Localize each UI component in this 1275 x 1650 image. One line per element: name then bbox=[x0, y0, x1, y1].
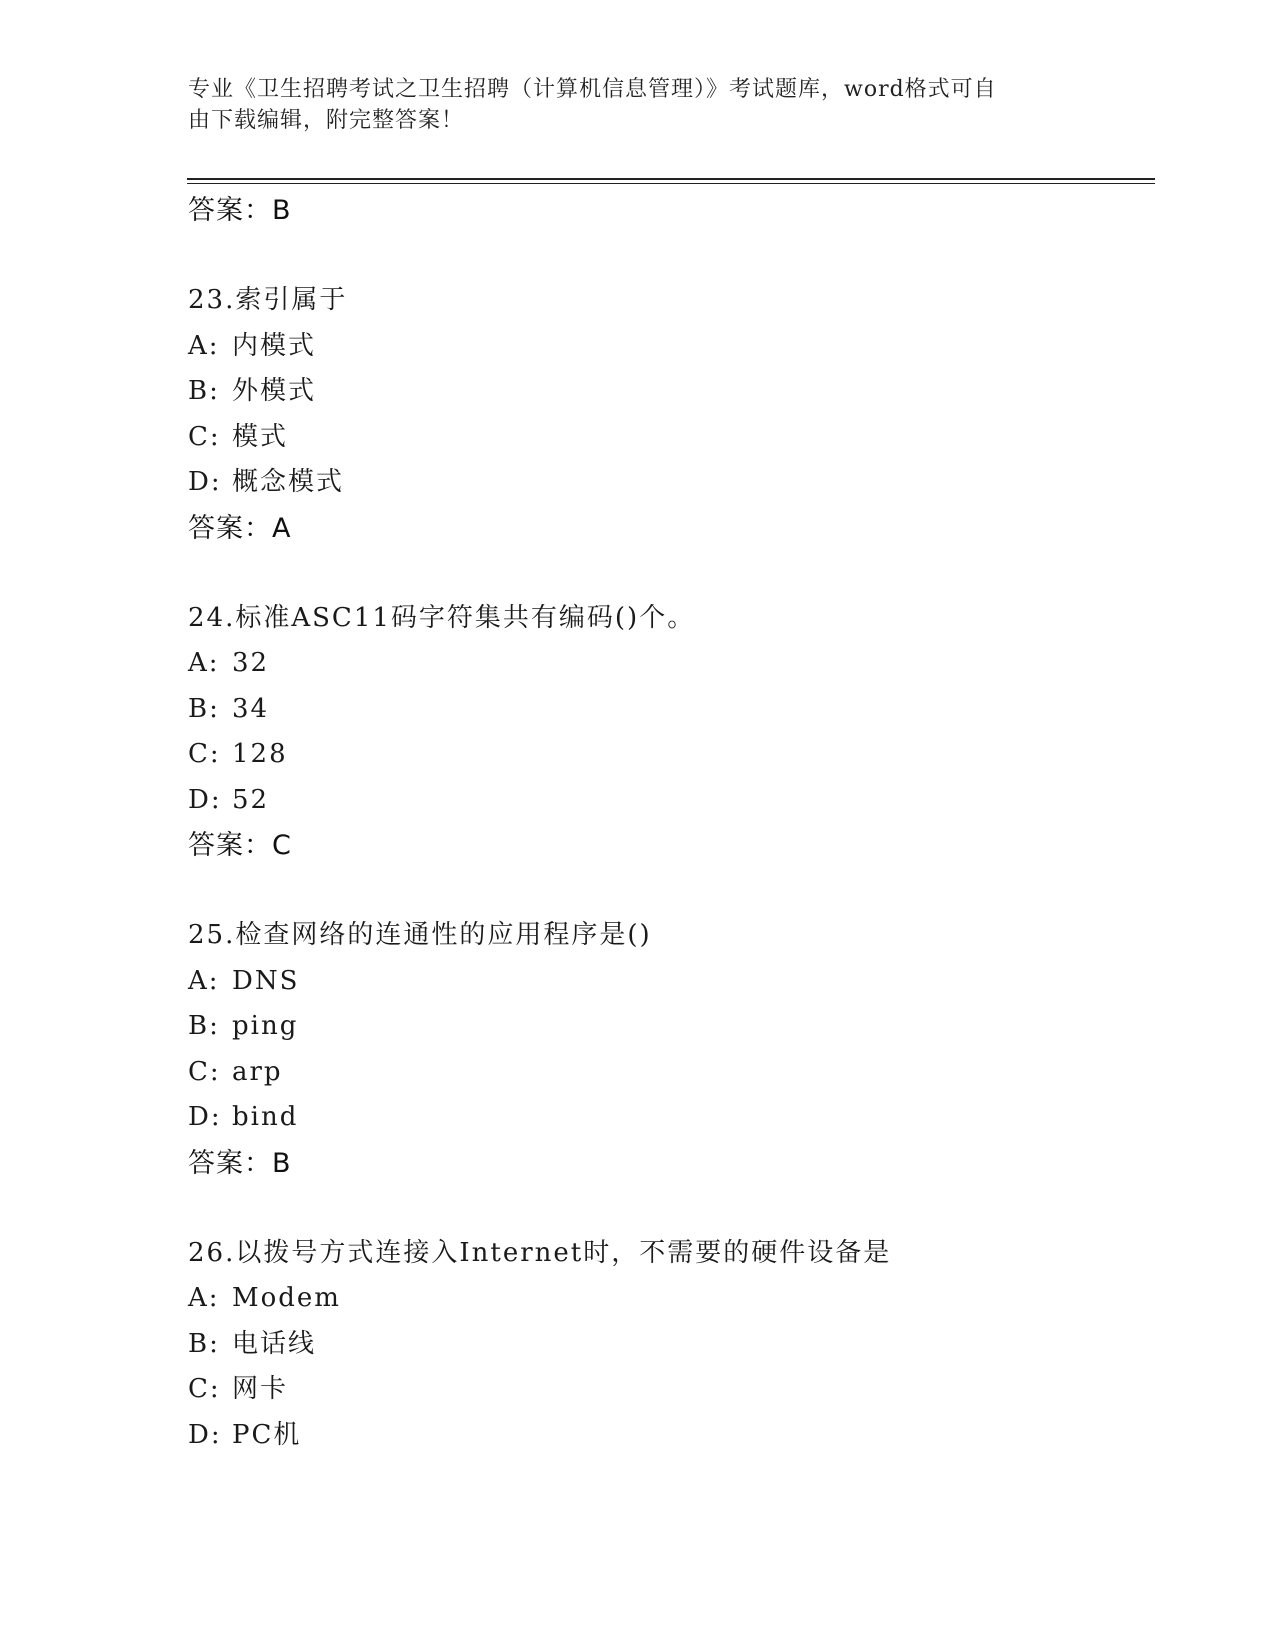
option-letter: C: bbox=[188, 739, 221, 769]
option-letter: C: bbox=[188, 1374, 221, 1404]
option-text: PC机 bbox=[232, 1419, 302, 1450]
option-letter: C: bbox=[188, 1056, 221, 1087]
option-d bbox=[188, 1413, 1148, 1459]
answer-line: 答案：C bbox=[188, 830, 292, 861]
option-letter: A: bbox=[188, 648, 220, 678]
option-letter: B: bbox=[188, 376, 220, 406]
option-b bbox=[188, 1004, 1148, 1050]
option-text: 模式 bbox=[232, 421, 289, 452]
spacer bbox=[188, 1187, 1148, 1231]
option-c bbox=[188, 1050, 1148, 1096]
spacer bbox=[188, 869, 1148, 913]
question-title: 23.索引属于 bbox=[188, 285, 348, 315]
question-title: 24.标准ASC11码字符集共有编码()个。 bbox=[188, 602, 696, 633]
option-letter: A: bbox=[188, 330, 220, 361]
question-list bbox=[188, 188, 1148, 1458]
option-c bbox=[188, 732, 1148, 778]
option-a bbox=[188, 1276, 1148, 1322]
option-c bbox=[188, 1367, 1148, 1413]
option-letter: D: bbox=[188, 467, 222, 497]
option-text: 32 bbox=[232, 648, 270, 678]
option-letter: A: bbox=[188, 1283, 220, 1313]
answer-line: 答案：B bbox=[188, 195, 292, 226]
answer-line: 答案：A bbox=[188, 512, 292, 544]
option-letter: D: bbox=[188, 1102, 222, 1132]
question-title: 25.检查网络的连通性的应用程序是() bbox=[188, 920, 652, 950]
document-header bbox=[188, 74, 1088, 136]
option-text: 电话线 bbox=[232, 1328, 317, 1359]
option-text: Modem bbox=[232, 1283, 341, 1313]
header-divider-thick bbox=[187, 178, 1155, 180]
option-text: 概念模式 bbox=[232, 467, 345, 497]
option-b bbox=[188, 1322, 1148, 1368]
option-letter: B: bbox=[188, 693, 220, 724]
option-b bbox=[188, 369, 1148, 415]
option-text: arp bbox=[232, 1056, 283, 1087]
header-divider-thin bbox=[187, 183, 1155, 184]
option-a bbox=[188, 324, 1148, 370]
option-letter: C: bbox=[188, 421, 221, 452]
option-text: 128 bbox=[232, 739, 288, 769]
option-b bbox=[188, 687, 1148, 733]
option-text: 52 bbox=[232, 784, 270, 815]
option-letter: D: bbox=[188, 1419, 222, 1450]
option-text: 内模式 bbox=[232, 330, 317, 361]
answer-line: 答案：B bbox=[188, 1147, 292, 1179]
option-a bbox=[188, 959, 1148, 1005]
option-text: ping bbox=[232, 1011, 299, 1041]
spacer bbox=[188, 234, 1148, 278]
option-text: 网卡 bbox=[232, 1374, 289, 1404]
option-text: DNS bbox=[232, 965, 300, 996]
option-d bbox=[188, 1095, 1148, 1141]
option-letter: B: bbox=[188, 1011, 220, 1041]
option-text: 外模式 bbox=[232, 376, 317, 406]
spacer bbox=[188, 552, 1148, 596]
option-d bbox=[188, 778, 1148, 824]
option-letter: D: bbox=[188, 784, 222, 815]
question-title: 26.以拨号方式连接入Internet时，不需要的硬件设备是 bbox=[188, 1237, 892, 1268]
option-letter: A: bbox=[188, 965, 220, 996]
option-a bbox=[188, 641, 1148, 687]
option-text: bind bbox=[232, 1102, 299, 1132]
option-c bbox=[188, 415, 1148, 461]
option-text: 34 bbox=[232, 693, 270, 724]
header-line-1: 专业《卫生招聘考试之卫生招聘（计算机信息管理）》考试题库，word格式可自 bbox=[188, 77, 997, 102]
option-d bbox=[188, 460, 1148, 506]
header-line-2: 由下载编辑，附完整答案！ bbox=[188, 108, 465, 133]
option-letter: B: bbox=[188, 1328, 220, 1359]
